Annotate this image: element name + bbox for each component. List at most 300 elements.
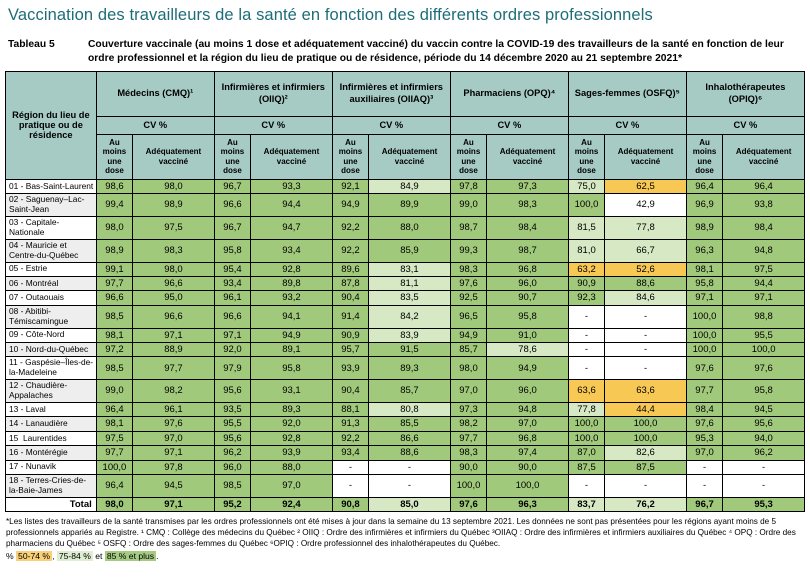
data-cell: 95,8 <box>214 239 250 262</box>
data-cell: 87,0 <box>568 446 604 460</box>
data-cell: 100,0 <box>568 431 604 445</box>
region-label: 16 - Montérégie <box>6 446 97 460</box>
data-cell: 91,5 <box>369 343 451 357</box>
data-cell: 85,7 <box>369 380 451 403</box>
region-column-header: Région du lieu de pratique ou de résidence <box>6 71 97 179</box>
data-cell: - <box>332 460 368 474</box>
data-cell: 97,0 <box>133 431 215 445</box>
data-cell: 98,3 <box>133 239 215 262</box>
page-title: Vaccination des travailleurs de la santé en fonction des différents ordres professionnels <box>8 6 653 24</box>
data-cell: 97,0 <box>487 417 569 431</box>
data-cell: - <box>605 305 687 328</box>
data-cell: 95,8 <box>723 380 805 403</box>
data-cell: 94,5 <box>133 474 215 497</box>
data-cell: 95,2 <box>214 497 250 511</box>
data-cell: 97,5 <box>723 262 805 276</box>
data-cell: 97,6 <box>686 417 722 431</box>
vaccination-table <box>5 71 805 512</box>
data-cell: 77,8 <box>605 217 687 240</box>
data-cell: - <box>723 460 805 474</box>
data-cell: 100,0 <box>686 305 722 328</box>
legend-range-75-84: 75-84 % <box>58 551 91 562</box>
dose1-header: Au moins une dose <box>96 134 132 179</box>
table-row <box>6 262 805 276</box>
legend-range-85-plus: 85 % et plus <box>106 551 155 562</box>
data-cell: - <box>568 474 604 497</box>
table-row <box>6 460 805 474</box>
data-cell: 88,1 <box>332 403 368 417</box>
data-cell: 91,0 <box>487 328 569 342</box>
data-cell: 95,8 <box>487 305 569 328</box>
region-label: 05 - Estrie <box>6 262 97 276</box>
data-cell: 81,1 <box>369 277 451 291</box>
data-cell: 96,1 <box>133 403 215 417</box>
data-cell: 98,7 <box>450 217 486 240</box>
data-cell: 89,1 <box>251 343 333 357</box>
region-label: 17 - Nunavik <box>6 460 97 474</box>
data-cell: 97,2 <box>96 343 132 357</box>
data-cell: 81,5 <box>568 217 604 240</box>
data-cell: 94,7 <box>251 217 333 240</box>
data-cell: 100,0 <box>568 417 604 431</box>
data-cell: 91,3 <box>332 417 368 431</box>
data-cell: 92,2 <box>332 431 368 445</box>
data-cell: 97,7 <box>96 277 132 291</box>
data-cell: - <box>568 328 604 342</box>
data-cell: 63,6 <box>568 380 604 403</box>
group-header-oiiaq: Infirmières et infirmiers auxiliaires (OIIAQ)³ <box>332 71 450 116</box>
data-cell: 98,4 <box>487 217 569 240</box>
data-cell: 100,0 <box>450 474 486 497</box>
data-cell: 100,0 <box>96 460 132 474</box>
table-number-label: Tableau 5 <box>8 39 55 50</box>
data-cell: 89,9 <box>369 194 451 217</box>
data-cell: 100,0 <box>568 194 604 217</box>
data-cell: - <box>686 460 722 474</box>
data-cell: - <box>686 474 722 497</box>
data-cell: 100,0 <box>686 343 722 357</box>
data-cell: 94,8 <box>487 403 569 417</box>
data-cell: 94,9 <box>487 357 569 380</box>
data-cell: 96,2 <box>214 446 250 460</box>
data-cell: 93,2 <box>251 291 333 305</box>
data-cell: 95,6 <box>214 380 250 403</box>
table-row <box>6 194 805 217</box>
data-cell: 92,1 <box>332 179 368 193</box>
data-cell: 90,9 <box>332 328 368 342</box>
data-cell: - <box>568 343 604 357</box>
data-cell: 98,0 <box>133 179 215 193</box>
table-body <box>6 179 805 511</box>
data-cell: - <box>369 460 451 474</box>
data-cell: 93,8 <box>723 194 805 217</box>
dose1-header: Au moins une dose <box>332 134 368 179</box>
adequate-header: Adéquatement vacciné <box>251 134 333 179</box>
data-cell: 95,0 <box>133 291 215 305</box>
data-cell: 93,9 <box>251 446 333 460</box>
region-label: 02 - Saguenay–Lac-Saint-Jean <box>6 194 97 217</box>
data-cell: 96,4 <box>96 403 132 417</box>
data-cell: 96,0 <box>487 380 569 403</box>
table-row <box>6 239 805 262</box>
table-caption-text: Couverture vaccinale (au moins 1 dose et adéquatement vacciné) du vaccin contre la COVID-19 des travailleurs de la santé en fonction de leur ordre professionnel et la région du lieu de pratique ou de résidence, période du 14 décembre 2020 au 21 septembre 2021* <box>88 39 784 65</box>
adequate-header: Adéquatement vacciné <box>133 134 215 179</box>
data-cell: - <box>605 343 687 357</box>
data-cell: 85,9 <box>369 239 451 262</box>
region-label: 15 Laurentides <box>6 431 97 445</box>
data-cell: 97,6 <box>450 497 486 511</box>
region-label: 18 - Terres-Cries-de-la-Baie-James <box>6 474 97 497</box>
data-cell: 96,1 <box>214 291 250 305</box>
data-cell: 87,8 <box>332 277 368 291</box>
data-cell: 90,8 <box>332 497 368 511</box>
legend-suffix: . <box>156 551 159 562</box>
data-cell: 98,9 <box>96 239 132 262</box>
data-cell: 93,4 <box>214 277 250 291</box>
data-cell: 83,9 <box>369 328 451 342</box>
data-cell: 90,4 <box>332 291 368 305</box>
data-cell: 92,2 <box>332 217 368 240</box>
data-cell: 97,1 <box>214 328 250 342</box>
data-cell: 96,9 <box>686 194 722 217</box>
region-label: 12 - Chaudière-Appalaches <box>6 380 97 403</box>
data-cell: 96,0 <box>487 277 569 291</box>
data-cell: 95,4 <box>214 262 250 276</box>
data-cell: 97,5 <box>96 431 132 445</box>
data-cell: 80,8 <box>369 403 451 417</box>
data-cell: 98,3 <box>450 262 486 276</box>
table-row <box>6 179 805 193</box>
data-cell: 95,6 <box>214 431 250 445</box>
data-cell: - <box>605 474 687 497</box>
data-cell: 84,6 <box>605 291 687 305</box>
data-cell: - <box>568 305 604 328</box>
data-cell: 98,5 <box>96 305 132 328</box>
region-label: 09 - Côte-Nord <box>6 328 97 342</box>
dose1-header: Au moins une dose <box>568 134 604 179</box>
data-cell: 98,5 <box>214 474 250 497</box>
data-cell: 93,4 <box>332 446 368 460</box>
data-cell: 66,7 <box>605 239 687 262</box>
region-label: 14 - Lanaudière <box>6 417 97 431</box>
data-cell: 91,4 <box>332 305 368 328</box>
table-row <box>6 446 805 460</box>
data-cell: 98,1 <box>96 417 132 431</box>
data-cell: 83,1 <box>369 262 451 276</box>
dose1-header: Au moins une dose <box>450 134 486 179</box>
data-cell: 94,0 <box>723 431 805 445</box>
data-cell: - <box>605 328 687 342</box>
data-cell: 88,0 <box>251 460 333 474</box>
cv-header: CV % <box>332 116 450 134</box>
region-label: 11 - Gaspésie–Îles-de-la-Madeleine <box>6 357 97 380</box>
data-cell: 98,1 <box>686 262 722 276</box>
data-cell: 94,9 <box>332 194 368 217</box>
data-cell: 94,9 <box>450 328 486 342</box>
data-cell: 95,8 <box>686 277 722 291</box>
data-cell: 96,7 <box>686 497 722 511</box>
data-cell: 93,9 <box>332 357 368 380</box>
data-cell: - <box>605 357 687 380</box>
data-cell: 52,6 <box>605 262 687 276</box>
table-row <box>6 343 805 357</box>
data-cell: 97,6 <box>450 277 486 291</box>
data-cell: 96,6 <box>133 305 215 328</box>
data-cell: 76,2 <box>605 497 687 511</box>
data-cell: 90,0 <box>487 460 569 474</box>
data-cell: 88,6 <box>369 446 451 460</box>
data-cell: 99,0 <box>96 380 132 403</box>
data-cell: 86,6 <box>369 431 451 445</box>
data-cell: 96,7 <box>214 217 250 240</box>
data-cell: 97,7 <box>686 380 722 403</box>
data-cell: 89,3 <box>251 403 333 417</box>
data-cell: 94,1 <box>251 305 333 328</box>
data-cell: 97,6 <box>723 357 805 380</box>
table-row <box>6 431 805 445</box>
data-cell: 93,1 <box>251 380 333 403</box>
table-row <box>6 277 805 291</box>
cv-header: CV % <box>214 116 332 134</box>
legend-separator: et <box>92 551 105 562</box>
adequate-header: Adéquatement vacciné <box>369 134 451 179</box>
data-cell: 97,1 <box>686 291 722 305</box>
data-cell: 92,4 <box>251 497 333 511</box>
data-cell: 98,3 <box>487 194 569 217</box>
group-header-oiiq: Infirmières et infirmiers (OIIQ)² <box>214 71 332 116</box>
legend-separator: , <box>52 551 57 562</box>
data-cell: 94,9 <box>251 328 333 342</box>
data-cell: 97,0 <box>450 380 486 403</box>
data-cell: 84,2 <box>369 305 451 328</box>
data-cell: 97,6 <box>686 357 722 380</box>
data-cell: 85,7 <box>450 343 486 357</box>
data-cell: 95,7 <box>332 343 368 357</box>
data-cell: 97,4 <box>487 446 569 460</box>
data-cell: 98,6 <box>96 179 132 193</box>
data-cell: 96,8 <box>487 262 569 276</box>
group-header-opq: Pharmaciens (OPQ)⁴ <box>450 71 568 116</box>
footnote-text: *Les listes des travailleurs de la santé transmises par les ordres professionnels ont été mises à jour dans la semaine du 13 septembre 2021. Les données ne sont pas présentées pour les régions ayant moins de 5 professionnels appariés au Registre. ¹ CMQ : Collège des médecins du Québec ² OIIQ : Ordre des infirmières et infirmiers du Québec ³OIIAQ : Ordre des infirmières et infirmiers auxiliaires du Québec ⁴ OPQ : Ordre des pharmaciens du Québec ⁵ OSFQ : Ordre des sages-femmes du Québec ⁶OPIQ : Ordre professionnel des inhalothérapeutes du Québec. <box>6 517 796 549</box>
data-cell: 83,5 <box>369 291 451 305</box>
data-cell: 97,7 <box>133 357 215 380</box>
data-cell: 98,8 <box>723 305 805 328</box>
data-cell: 98,1 <box>96 328 132 342</box>
data-cell: 96,4 <box>96 474 132 497</box>
data-cell: 84,9 <box>369 179 451 193</box>
data-cell: 98,5 <box>96 357 132 380</box>
total-row <box>6 497 805 511</box>
data-cell: 89,3 <box>369 357 451 380</box>
data-cell: 96,4 <box>686 179 722 193</box>
data-cell: 95,3 <box>723 497 805 511</box>
data-cell: 97,9 <box>214 357 250 380</box>
data-cell: 99,1 <box>96 262 132 276</box>
data-cell: 98,0 <box>450 357 486 380</box>
data-cell: 99,3 <box>450 239 486 262</box>
data-cell: 99,0 <box>450 194 486 217</box>
data-cell: 96,5 <box>450 305 486 328</box>
data-cell: 82,6 <box>605 446 687 460</box>
table-row <box>6 417 805 431</box>
data-cell: 97,8 <box>450 179 486 193</box>
data-cell: 90,4 <box>332 380 368 403</box>
data-cell: 96,8 <box>487 431 569 445</box>
data-cell: 87,5 <box>568 460 604 474</box>
data-cell: 42,9 <box>605 194 687 217</box>
legend-prefix: % <box>6 551 14 562</box>
dose1-header: Au moins une dose <box>686 134 722 179</box>
data-cell: 97,0 <box>686 446 722 460</box>
data-cell: 96,6 <box>214 194 250 217</box>
data-cell: 96,0 <box>214 460 250 474</box>
data-cell: 98,0 <box>96 217 132 240</box>
table-row <box>6 217 805 240</box>
data-cell: 44,4 <box>605 403 687 417</box>
data-cell: 95,5 <box>723 328 805 342</box>
data-cell: 92,8 <box>251 262 333 276</box>
table-row <box>6 328 805 342</box>
table-row <box>6 380 805 403</box>
data-cell: 62,5 <box>605 179 687 193</box>
data-cell: 97,0 <box>251 474 333 497</box>
data-cell: 97,1 <box>723 291 805 305</box>
data-cell: 88,6 <box>605 277 687 291</box>
data-cell: 92,5 <box>450 291 486 305</box>
dose1-header: Au moins une dose <box>214 134 250 179</box>
data-cell: 93,3 <box>251 179 333 193</box>
region-label: 06 - Montréal <box>6 277 97 291</box>
cv-header: CV % <box>450 116 568 134</box>
data-cell: 98,0 <box>96 497 132 511</box>
data-cell: 97,6 <box>133 417 215 431</box>
data-cell: 88,9 <box>133 343 215 357</box>
data-cell: 98,2 <box>133 380 215 403</box>
data-cell: 90,7 <box>487 291 569 305</box>
data-cell: 94,4 <box>251 194 333 217</box>
data-cell: 93,5 <box>214 403 250 417</box>
group-header-cmq: Médecins (CMQ)¹ <box>96 71 214 116</box>
color-legend <box>6 551 804 561</box>
data-cell: 89,8 <box>251 277 333 291</box>
data-cell: 99,4 <box>96 194 132 217</box>
region-label: 07 - Outaouais <box>6 291 97 305</box>
adequate-header: Adéquatement vacciné <box>605 134 687 179</box>
data-cell: 98,3 <box>450 446 486 460</box>
data-cell: 98,4 <box>723 217 805 240</box>
data-cell: 63,6 <box>605 380 687 403</box>
data-cell: 100,0 <box>487 474 569 497</box>
cv-header: CV % <box>568 116 686 134</box>
data-cell: 96,6 <box>214 305 250 328</box>
data-cell: 63,2 <box>568 262 604 276</box>
table-row <box>6 474 805 497</box>
cv-header: CV % <box>686 116 804 134</box>
data-cell: 97,1 <box>133 328 215 342</box>
data-cell: 94,8 <box>723 239 805 262</box>
data-cell: - <box>723 474 805 497</box>
adequate-header: Adéquatement vacciné <box>487 134 569 179</box>
table-caption <box>8 38 802 67</box>
data-cell: 96,3 <box>487 497 569 511</box>
cv-header: CV % <box>96 116 214 134</box>
data-cell: 95,3 <box>686 431 722 445</box>
data-cell: 85,0 <box>369 497 451 511</box>
data-cell: 90,0 <box>450 460 486 474</box>
data-cell: 97,7 <box>96 446 132 460</box>
group-header-opiq: Inhalothérapeutes (OPIQ)⁶ <box>686 71 804 116</box>
data-cell: 97,1 <box>133 497 215 511</box>
data-cell: 96,6 <box>133 277 215 291</box>
data-cell: 90,9 <box>568 277 604 291</box>
data-cell: 96,6 <box>96 291 132 305</box>
data-cell: 98,0 <box>133 262 215 276</box>
data-cell: 100,0 <box>605 417 687 431</box>
data-cell: 88,0 <box>369 217 451 240</box>
data-cell: 97,1 <box>133 446 215 460</box>
data-cell: 96,7 <box>214 179 250 193</box>
data-cell: 97,8 <box>133 460 215 474</box>
data-cell: 96,3 <box>686 239 722 262</box>
data-cell: 75,0 <box>568 179 604 193</box>
data-cell: 83,7 <box>568 497 604 511</box>
region-label: 01 - Bas-Saint-Laurent <box>6 179 97 193</box>
adequate-header: Adéquatement vacciné <box>723 134 805 179</box>
table-row <box>6 403 805 417</box>
data-cell: 92,3 <box>568 291 604 305</box>
region-label: 03 - Capitale-Nationale <box>6 217 97 240</box>
data-cell: 98,2 <box>450 417 486 431</box>
data-cell: - <box>332 474 368 497</box>
data-cell: 97,7 <box>450 431 486 445</box>
data-cell: 96,4 <box>723 179 805 193</box>
table-row <box>6 357 805 380</box>
report-page <box>0 6 810 579</box>
data-cell: 81,0 <box>568 239 604 262</box>
data-cell: 92,8 <box>251 431 333 445</box>
data-cell: 97,3 <box>487 179 569 193</box>
data-cell: 93,4 <box>251 239 333 262</box>
data-cell: 92,2 <box>332 239 368 262</box>
data-cell: 77,8 <box>568 403 604 417</box>
data-cell: 96,2 <box>723 446 805 460</box>
data-cell: 97,3 <box>450 403 486 417</box>
data-cell: 78,6 <box>487 343 569 357</box>
region-label: 04 - Mauricie et Centre-du-Québec <box>6 239 97 262</box>
data-cell: 85,5 <box>369 417 451 431</box>
data-cell: 100,0 <box>686 328 722 342</box>
table-row <box>6 305 805 328</box>
legend-range-50-74: 50-74 % <box>18 551 51 562</box>
data-cell: 98,9 <box>133 194 215 217</box>
data-cell: 87,5 <box>605 460 687 474</box>
group-header-osfq: Sages-femmes (OSFQ)⁵ <box>568 71 686 116</box>
data-cell: 95,6 <box>723 417 805 431</box>
data-cell: 89,6 <box>332 262 368 276</box>
region-label: Total <box>6 497 97 511</box>
data-cell: 98,4 <box>686 403 722 417</box>
table-row <box>6 291 805 305</box>
data-cell: 95,5 <box>214 417 250 431</box>
table-header <box>6 71 805 179</box>
region-label: 10 - Nord-du-Québec <box>6 343 97 357</box>
region-label: 13 - Laval <box>6 403 97 417</box>
data-cell: 98,7 <box>487 239 569 262</box>
region-label: 08 - Abitibi-Témiscamingue <box>6 305 97 328</box>
data-cell: 92,0 <box>251 417 333 431</box>
data-cell: 100,0 <box>723 343 805 357</box>
data-cell: 97,5 <box>133 217 215 240</box>
